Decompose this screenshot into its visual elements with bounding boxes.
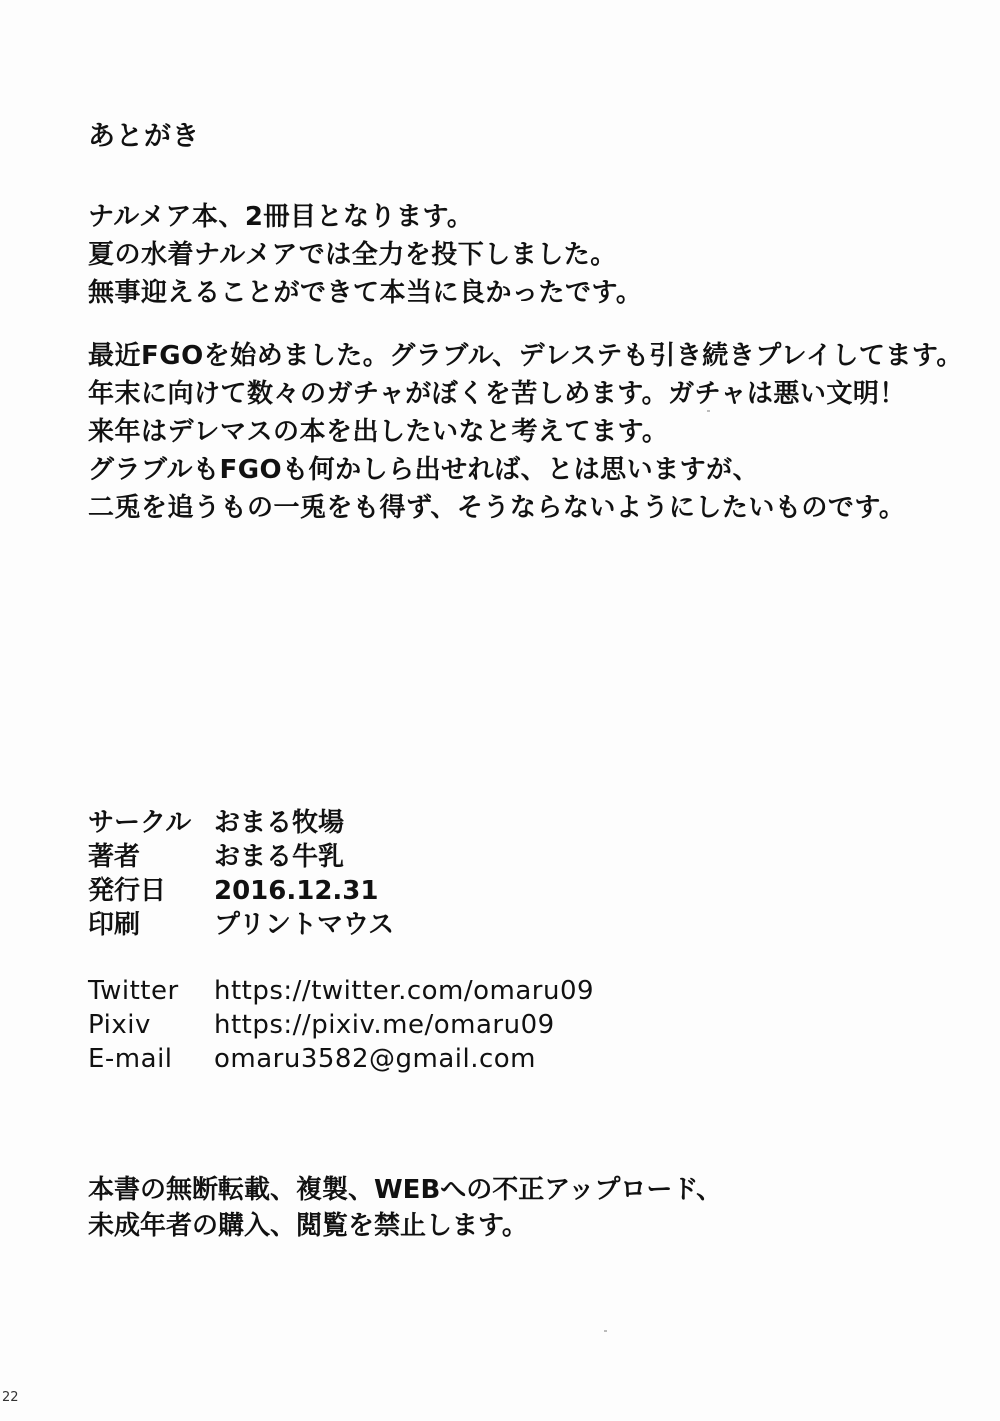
credit-value: 2016.12.31	[214, 876, 379, 906]
copyright-notice	[88, 1172, 722, 1244]
contacts-block	[88, 974, 594, 1076]
afterword-heading: あとがき	[88, 121, 200, 152]
credit-row-author	[88, 840, 394, 874]
contact-row-email	[88, 1042, 594, 1076]
text-line: 未成年者の購入、閲覧を禁止します。	[88, 1211, 528, 1241]
credit-value: おまる牛乳	[214, 842, 345, 872]
text-line: グラブルもFGOも何かしら出せれば、とは思いますが、	[88, 455, 760, 485]
contact-label: E-mail	[88, 1044, 173, 1074]
contact-label: Pixiv	[88, 1010, 151, 1040]
credit-row-publish-date	[88, 874, 394, 908]
text-line: 二兎を追うもの一兎をも得ず、そうならないようにしたいものです。	[88, 493, 906, 523]
contact-row-twitter	[88, 974, 594, 1008]
text-line: ナルメア本、2冊目となります。	[88, 202, 474, 232]
contact-value: https://pixiv.me/omaru09	[214, 1010, 555, 1040]
credits-block	[88, 806, 394, 942]
credit-label: 発行日	[88, 876, 167, 906]
credit-row-circle	[88, 806, 394, 840]
text-line: 本書の無断転載、複製、WEBへの不正アップロード、	[88, 1175, 723, 1205]
text-line: 無事迎えることができて本当に良かったです。	[88, 278, 643, 308]
credit-value: おまる牧場	[214, 808, 345, 838]
text-line: 来年はデレマスの本を出したいなと考えてます。	[88, 417, 669, 447]
credit-label: 印刷	[88, 910, 141, 940]
scan-speck	[707, 410, 710, 412]
text-line: 年末に向けて数々のガチャがぼくを苦しめます。ガチャは悪い文明！	[88, 379, 906, 409]
contact-value: https://twitter.com/omaru09	[214, 976, 595, 1006]
credit-value: プリントマウス	[214, 910, 395, 940]
contact-row-pixiv	[88, 1008, 594, 1042]
credit-label: 著者	[88, 842, 141, 872]
text-line: 夏の水着ナルメアでは全力を投下しました。	[88, 240, 617, 270]
credit-row-printer	[88, 908, 394, 942]
text-line: 最近FGOを始めました。グラブル、デレステも引き続きプレイしてます。	[88, 341, 963, 371]
contact-label: Twitter	[88, 976, 179, 1006]
afterword-paragraph-1	[88, 198, 642, 312]
scan-speck	[604, 1330, 607, 1332]
contact-value: omaru3582@gmail.com	[214, 1044, 537, 1074]
page-number: 22	[2, 1390, 19, 1405]
credit-label: サークル	[88, 808, 192, 838]
afterword-paragraph-2	[88, 337, 963, 527]
